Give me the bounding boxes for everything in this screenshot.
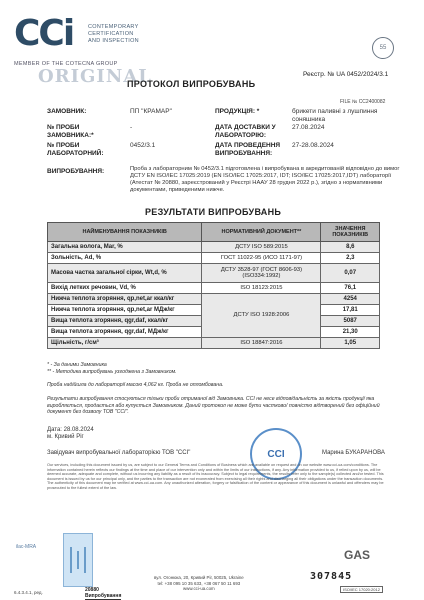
results-title: РЕЗУЛЬТАТИ ВИПРОБУВАНЬ [145,207,282,217]
row-doc: ДСТУ 3528-97 (ГОСТ 8606-93) (ISO334:1992) [202,264,321,283]
ua-mark-icon [68,545,88,575]
stub-label: 6.4.3.4.1, ред. [14,590,43,595]
row-value: 76,1 [321,283,380,294]
sample-lab-label: № ПРОБИ ЛАБОРАТОРНИЙ: [47,142,104,157]
phone-line: tel: +38 095 10 35 633, +38 067 50 11 693 [157,580,241,586]
row-name: Нижча теплота згоряння, qp,net,ar ккал/кг [48,294,202,305]
logo-line: AND INSPECTION [88,38,139,44]
original-watermark: ORIGINAL [38,66,152,87]
tests-description: Проба з лабораторним № 0452/3.1 підготовлена і випробувана в акредитованій відповідно до вимог ДСТУ EN ISO/IEC 17025:2019 (EN ISO/IEC 17025:2017, IDT; ISO/IEC 17025:2017,IDT) лабораторії (Атестат № 20880, зареєстрований у Реєстрі НААУ 28 грудня 2022 р.), згідно з нормативними документами, приведеними нижче. [130,166,400,193]
registry-number: Реєстр. № UA 0452/2024/3.1 [303,71,389,78]
terms-fine-print: Our services, including this document issued by us, are subject to our General Terms and Conditions of Business which are available on request and on our website www.cci-ua.com/conditions. The information contained herein reflects our findings at the time and place of our intervention only and within the limits of our instructions, if any. Any information provided to us, if relied upon by us, will be deemed accurate, adequate and complete, without us incurring any liability as a result of its inaccuracy. Subject to legal requirements, the results refer only to the sample(s) collected and/or tested. This document is issued by us for our principal only, and the parties to the transaction are not exonerated from exercising all their rights and discharging all their obligations under the transaction documents. The authenticity of this document may be verified at www.cci-ua.com. Any unauthorized alteration, forgery or falsification of the content or appearance of this document is unlawful and offenders may be prosecuted to the fullest extent of the law. [47,463,384,490]
row-name: Вихід летких речовин, Vd, % [48,283,202,294]
row-name: Щільність, г/см³ [48,338,202,349]
note-customer: * - За даними Замовника [47,362,107,368]
gas-logo: GAS [344,548,371,562]
results-disclaimer: Результати випробування стосуються тільки проби отриманої від Замовника. CCI не несе відповідальність за якість продукції яка виробляється, продається або купується Замовником. Даний протокол не може бути частково/ повністю відтворений без офіційний документ без дозволу ТОВ "ССІ". [47,396,380,415]
product-value: брикети паливні з лушпиння соняшника [292,108,378,123]
stub-word: Випробування [85,593,122,599]
sample-note: Проба надійшла до лабораторії масою 4,062 кг. Проба не опломбована. [47,382,224,388]
issue-date: Дата: 28.08.2024 [47,427,94,433]
table-row [48,338,380,349]
stub-number [85,587,121,600]
row-value: 0,07 [321,264,380,283]
serial-number: 307845 [310,571,353,582]
logo-line: CERTIFICATION [88,31,134,37]
row-doc: ГОСТ 11022-95 (ИСО 1171-97) [202,253,321,264]
col-header-value: ЗНАЧЕННЯ ПОКАЗНИКІВ [321,223,380,242]
file-number: FILE № CC2400082 [340,99,386,105]
row-doc: ДСТУ ISO 1928:2006 [202,294,321,338]
member-text: MEMBER OF THE COTECNA GROUP [14,61,118,67]
head-of-lab-name: Марина БУКАРАНОВА [322,450,385,456]
table-row [48,264,380,283]
table-row [48,253,380,264]
protocol-title: ПРОТОКОЛ ВИПРОБУВАНЬ [127,79,256,89]
website-line: www.cci-ua.com [183,586,215,591]
row-value: 5087 [321,316,380,327]
accreditation-mark-icon [63,533,93,587]
company-logo: CCi [14,13,74,54]
table-row [48,242,380,253]
product-label: ПРОДУКЦІЯ: * [215,108,260,115]
logo-line: CONTEMPORARY [88,24,139,30]
row-name: Загальна волога, Mar, % [48,242,202,253]
seal-icon: 55 [372,37,394,59]
test-date-value: 27-28.08.2024 [292,142,334,149]
row-doc: ISO 18123:2015 [202,283,321,294]
sample-customer-value: - [130,124,133,131]
iso-badge: ISO/IEC 17020:2012 [340,586,383,593]
row-value: 21,30 [321,327,380,338]
table-row [48,294,380,305]
test-date-label: ДАТА ПРОВЕДЕННЯ ВИПРОБУВАННЯ: [215,142,281,157]
customer-label: ЗАМОВНИК: [47,108,87,115]
row-name: Масова частка загальної сірки, Wt,d, % [48,264,202,283]
delivery-date-label: ДАТА ДОСТАВКИ У ЛАБОРАТОРІЮ: [215,124,276,139]
row-name: Вища теплота згоряння, qgr,daf, ккал/кг [48,316,202,327]
footer-address [154,575,244,592]
col-header-name: НАЙМЕНУВАННЯ ПОКАЗНИКІВ [48,223,202,242]
row-doc: ДСТУ ISO 589:2015 [202,242,321,253]
row-name: Нижча теплота згоряння, qp,net,ar МДж/кг [48,305,202,316]
results-table [47,222,380,349]
logo-caption [88,24,139,45]
stub-number-value: 20880 [85,587,99,593]
head-of-lab-label: Завідувач випробувальної лабораторією ТОВ "ССІ" [47,450,191,456]
issue-city: м. Кривий Ріг [47,434,84,440]
table-row [48,283,380,294]
sample-customer-label: № ПРОБИ ЗАМОВНИКА:* [47,124,94,139]
row-value: 1,05 [321,338,380,349]
sample-lab-value: 0452/3.1 [130,142,156,149]
row-value: 2,3 [321,253,380,264]
col-header-doc: НОРМАТИВНИЙ ДОКУМЕНТ** [202,223,321,242]
row-doc: ISO 18847:2016 [202,338,321,349]
row-value: 17,81 [321,305,380,316]
row-value: 4254 [321,294,380,305]
tests-label: ВИПРОБУВАННЯ: [47,168,105,175]
row-name: Зольність, Ad, % [48,253,202,264]
ilac-mra-logo: ilac-MRA [15,544,37,550]
delivery-date-value: 27.08.2024 [292,124,325,131]
address-line: вул. Огонюка, 20, Кривий Ріг, 50025, Ukraine [154,575,244,580]
lab-stamp-icon: CCI [250,428,302,480]
row-name: Вища теплота згоряння, qgr,daf, МДж/кг [48,327,202,338]
customer-value: ПП "КРАМАР" [130,108,172,115]
row-value: 8,6 [321,242,380,253]
note-method: ** - Методика випробувань узгоджена з Замовником. [47,369,177,375]
